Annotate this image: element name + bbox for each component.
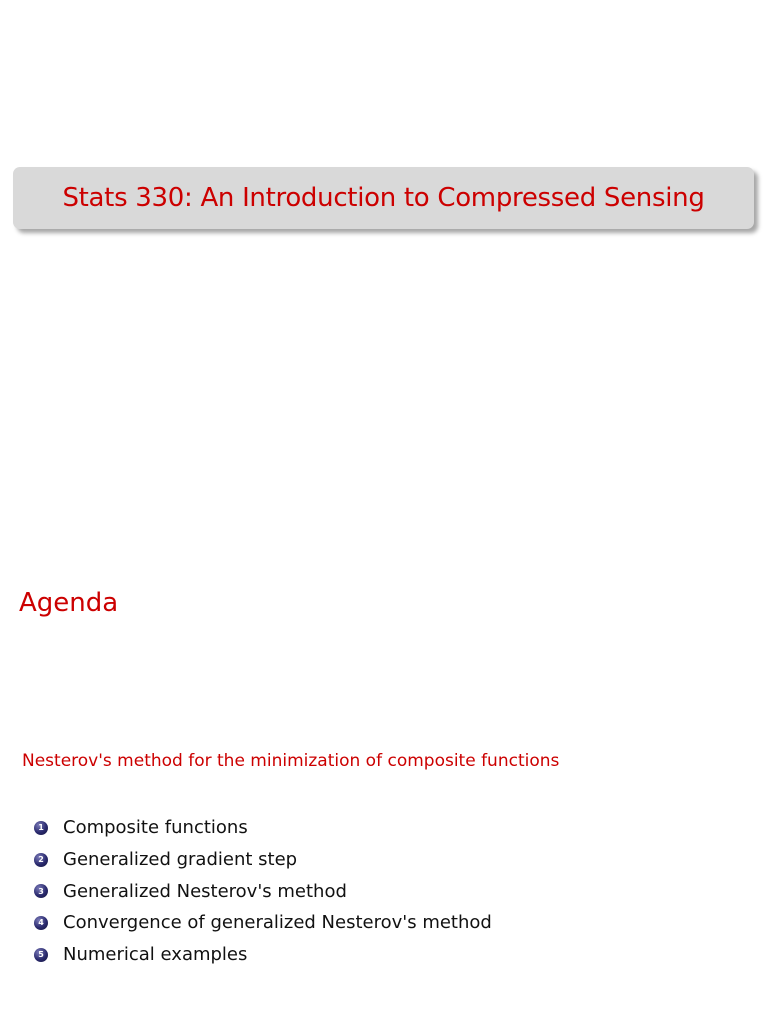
title-box <box>13 167 754 229</box>
agenda-item-label: Generalized gradient step <box>63 849 298 871</box>
agenda-item-label: Convergence of generalized Nesterov's method <box>63 912 492 934</box>
numbered-bullet-icon: 2 <box>34 853 48 867</box>
agenda-item <box>34 875 492 907</box>
agenda-list <box>34 812 492 970</box>
agenda-item <box>34 812 492 844</box>
agenda-item-label: Composite functions <box>63 817 248 839</box>
agenda-item <box>34 939 492 971</box>
numbered-bullet-icon: 1 <box>34 821 48 835</box>
agenda-item <box>34 907 492 939</box>
section-subtitle: Nesterov's method for the minimization of composite functions <box>22 751 560 771</box>
frame-title: Agenda <box>19 588 119 618</box>
agenda-item-label: Generalized Nesterov's method <box>63 880 347 902</box>
numbered-bullet-icon: 4 <box>34 916 48 930</box>
numbered-bullet-icon: 3 <box>34 884 48 898</box>
numbered-bullet-icon: 5 <box>34 948 48 962</box>
agenda-item-label: Numerical examples <box>63 944 248 966</box>
agenda-item <box>34 844 492 876</box>
presentation-title: Stats 330: An Introduction to Compressed Sensing <box>62 183 705 213</box>
